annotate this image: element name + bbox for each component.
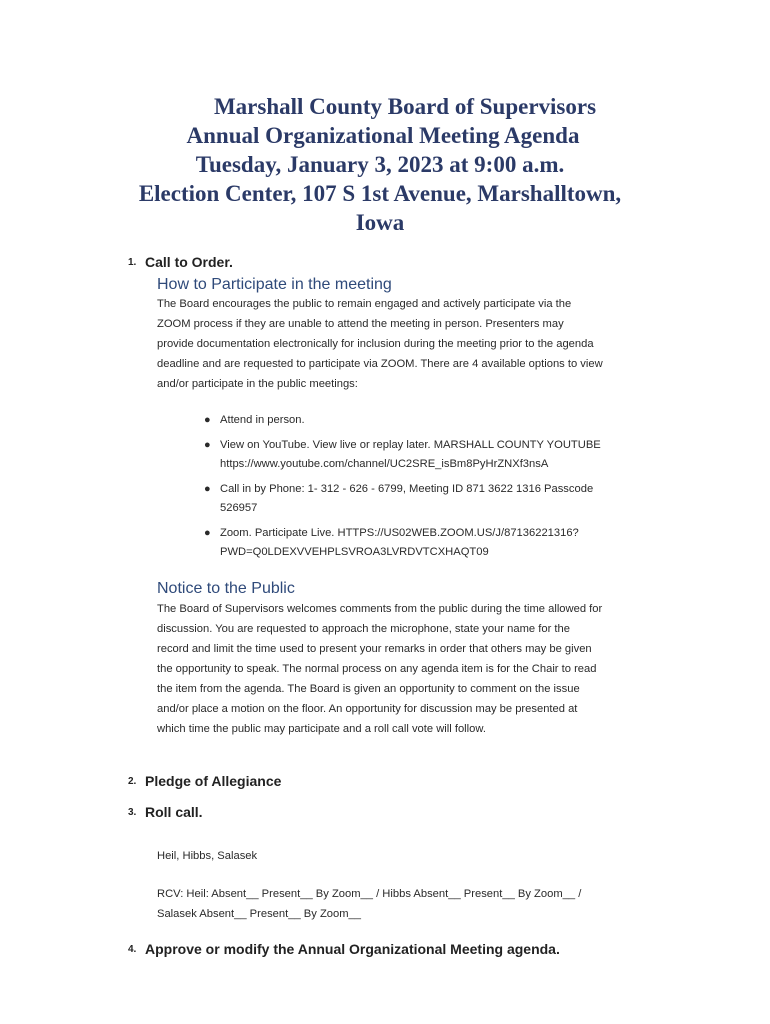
rcv-line: Salasek Absent__ Present__ By Zoom__ bbox=[157, 908, 361, 920]
roll-call-vote bbox=[157, 884, 647, 924]
bullet-icon: ● bbox=[204, 414, 211, 426]
item-number: 1. bbox=[128, 257, 137, 268]
participate-line: ZOOM process if they are unable to attend the meeting in person. Presenters may bbox=[157, 318, 564, 330]
title-location-state: Iowa bbox=[355, 210, 405, 235]
title-date: Tuesday, January 3, 2023 at 9:00 a.m. bbox=[195, 152, 565, 177]
list-item: ● Attend in person. bbox=[157, 411, 647, 430]
participate-line: and/or participate in the public meetings: bbox=[157, 378, 358, 390]
title-board: Marshall County Board of Supervisors bbox=[213, 94, 597, 119]
participate-line: deadline and are requested to participate via ZOOM. There are 4 available options to view bbox=[157, 358, 603, 370]
item-number: 2. bbox=[128, 776, 137, 787]
notice-line: discussion. You are requested to approach the microphone, state your name for the bbox=[157, 623, 570, 635]
participate-paragraph bbox=[157, 294, 647, 394]
youtube-link[interactable]: https://www.youtube.com/channel/UC2SRE_isBm8PyHrZNXf3nsA bbox=[220, 458, 549, 470]
participation-options-list bbox=[157, 411, 647, 568]
rcv-line: RCV: Heil: Absent__ Present__ By Zoom__ / Hibbs Absent__ Present__ By Zoom__ / bbox=[157, 888, 582, 900]
notice-paragraph bbox=[157, 599, 647, 739]
agenda-title bbox=[0, 92, 770, 237]
notice-line: the opportunity to speak. The normal process on any agenda item is for the Chair to read bbox=[157, 663, 597, 675]
item-label: Approve or modify the Annual Organizational Meeting agenda. bbox=[145, 941, 560, 957]
agenda-item-3 bbox=[128, 804, 203, 820]
list-item: ● Call in by Phone: 1- 312 - 626 - 6799, Meeting ID 871 3622 1316 Passcode 526957 bbox=[157, 480, 647, 518]
agenda-item-2 bbox=[128, 773, 281, 789]
bullet-icon: ● bbox=[204, 483, 211, 495]
item-number: 3. bbox=[128, 807, 137, 818]
item-label: Call to Order. bbox=[145, 254, 233, 270]
notice-heading: Notice to the Public bbox=[157, 580, 295, 597]
item-number: 4. bbox=[128, 944, 137, 955]
participate-heading: How to Participate in the meeting bbox=[157, 276, 392, 293]
list-item: ● Zoom. Participate Live. HTTPS://US02WEB.ZOOM.US/J/87136221316? PWD=Q0LDEXVVEHPLSVROA3LVRDVTCXHAQT09 bbox=[157, 524, 647, 562]
title-meeting: Annual Organizational Meeting Agenda bbox=[186, 123, 580, 148]
bullet-icon: ● bbox=[204, 439, 211, 451]
agenda-item-1 bbox=[128, 254, 233, 270]
notice-line: which time the public may participate and a roll call vote will follow. bbox=[157, 723, 486, 735]
participate-line: provide documentation electronically for inclusion during the meeting prior to the agenda bbox=[157, 338, 594, 350]
agenda-item-4 bbox=[128, 941, 560, 957]
item-label: Roll call. bbox=[145, 804, 203, 820]
list-item: ● View on YouTube. View live or replay later. MARSHALL COUNTY YOUTUBE https://www.youtube.com/channel/UC2SRE_isBm8PyHrZNXf3nsA bbox=[157, 436, 647, 474]
participate-line: The Board encourages the public to remain engaged and actively participate via the bbox=[157, 298, 572, 310]
notice-line: and/or place a motion on the floor. An opportunity for discussion may be presented at bbox=[157, 703, 578, 715]
roll-call-members: Heil, Hibbs, Salasek bbox=[157, 850, 258, 862]
notice-line: record and limit the time used to present your remarks in order that others may be given bbox=[157, 643, 592, 655]
title-location: Election Center, 107 S 1st Avenue, Marshalltown, bbox=[138, 181, 622, 206]
notice-line: the item from the agenda. The Board is given an opportunity to comment on the issue bbox=[157, 683, 580, 695]
item-label: Pledge of Allegiance bbox=[145, 773, 282, 789]
notice-line: The Board of Supervisors welcomes comments from the public during the time allowed for bbox=[157, 603, 603, 615]
zoom-link[interactable]: Zoom. Participate Live. HTTPS://US02WEB.ZOOM.US/J/87136221316? bbox=[220, 527, 579, 539]
bullet-icon: ● bbox=[204, 527, 211, 539]
